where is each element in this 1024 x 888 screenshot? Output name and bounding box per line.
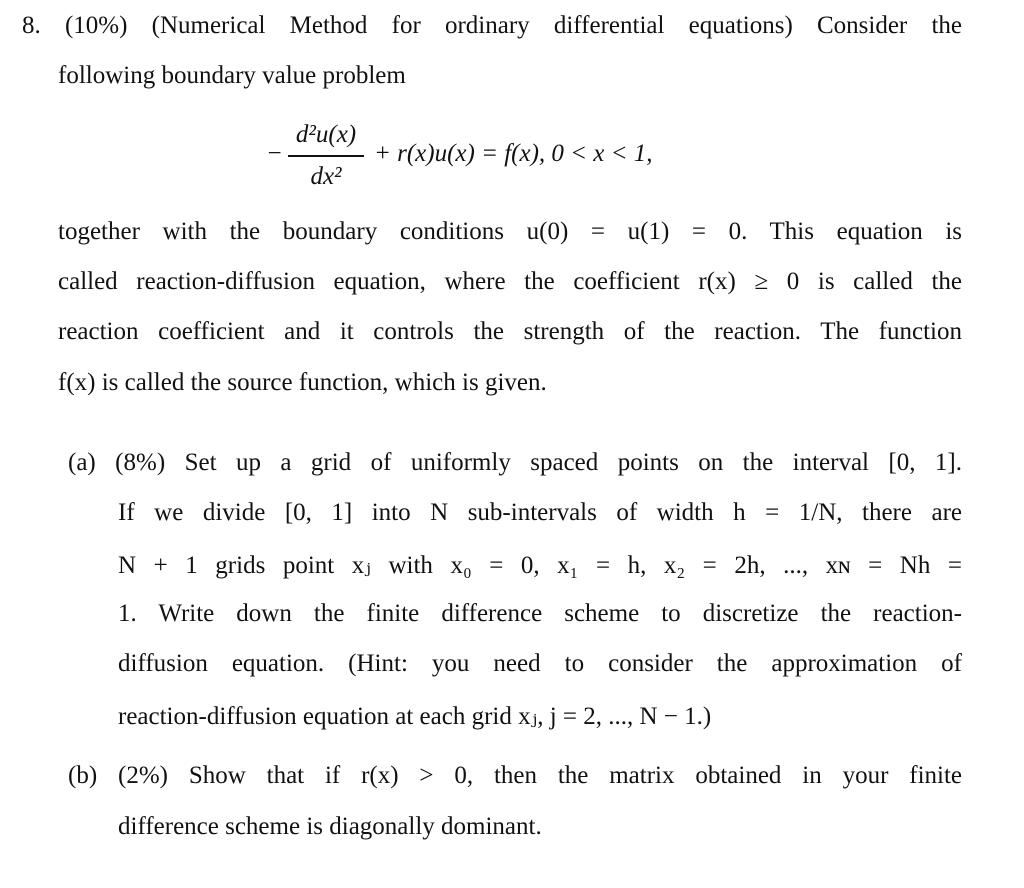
eq-fraction-bar xyxy=(288,155,364,157)
eq-fraction xyxy=(288,118,364,194)
paragraph-line: f(x) is called the source function, which is given. xyxy=(58,369,547,396)
display-equation xyxy=(266,118,786,198)
part-a-line: N + 1 grids point xⱼ with x₀ = 0, x₁ = h, x₂ = 2h, ..., xɴ = Nh = xyxy=(118,552,962,579)
paragraph-line: reaction coefficient and it controls the strength of the reaction. The function xyxy=(58,318,962,345)
eq-denominator: dx² xyxy=(310,163,342,190)
part-a-line: reaction-diffusion equation at each grid xⱼ, j = 2, ..., N − 1.) xyxy=(118,703,712,730)
paragraph-line: together with the boundary conditions u(0) = u(1) = 0. This equation is xyxy=(58,218,962,245)
problem-intro: following boundary value problem xyxy=(58,62,406,89)
part-b-line: (b) (2%) Show that if r(x) > 0, then the matrix obtained in your finite xyxy=(68,762,962,789)
part-a-line: 1. Write down the finite difference scheme to discretize the reaction- xyxy=(118,600,962,627)
part-b-line: difference scheme is diagonally dominant. xyxy=(118,813,542,840)
part-a-line: If we divide [0, 1] into N sub-intervals of width h = 1/N, there are xyxy=(118,499,962,526)
part-a-line: diffusion equation. (Hint: you need to consider the approximation of xyxy=(118,650,962,677)
eq-rest: + r(x)u(x) = f(x), 0 < x < 1, xyxy=(374,140,653,167)
paragraph-line: called reaction-diffusion equation, where the coefficient r(x) ≥ 0 is called the xyxy=(58,268,962,295)
problem-heading: 8. (10%) (Numerical Method for ordinary differential equations) Consider the xyxy=(22,12,962,39)
eq-minus-sign: − xyxy=(266,140,283,167)
part-a-line: (a) (8%) Set up a grid of uniformly spaced points on the interval [0, 1]. xyxy=(68,449,962,476)
eq-numerator: d²u(x) xyxy=(295,121,357,148)
